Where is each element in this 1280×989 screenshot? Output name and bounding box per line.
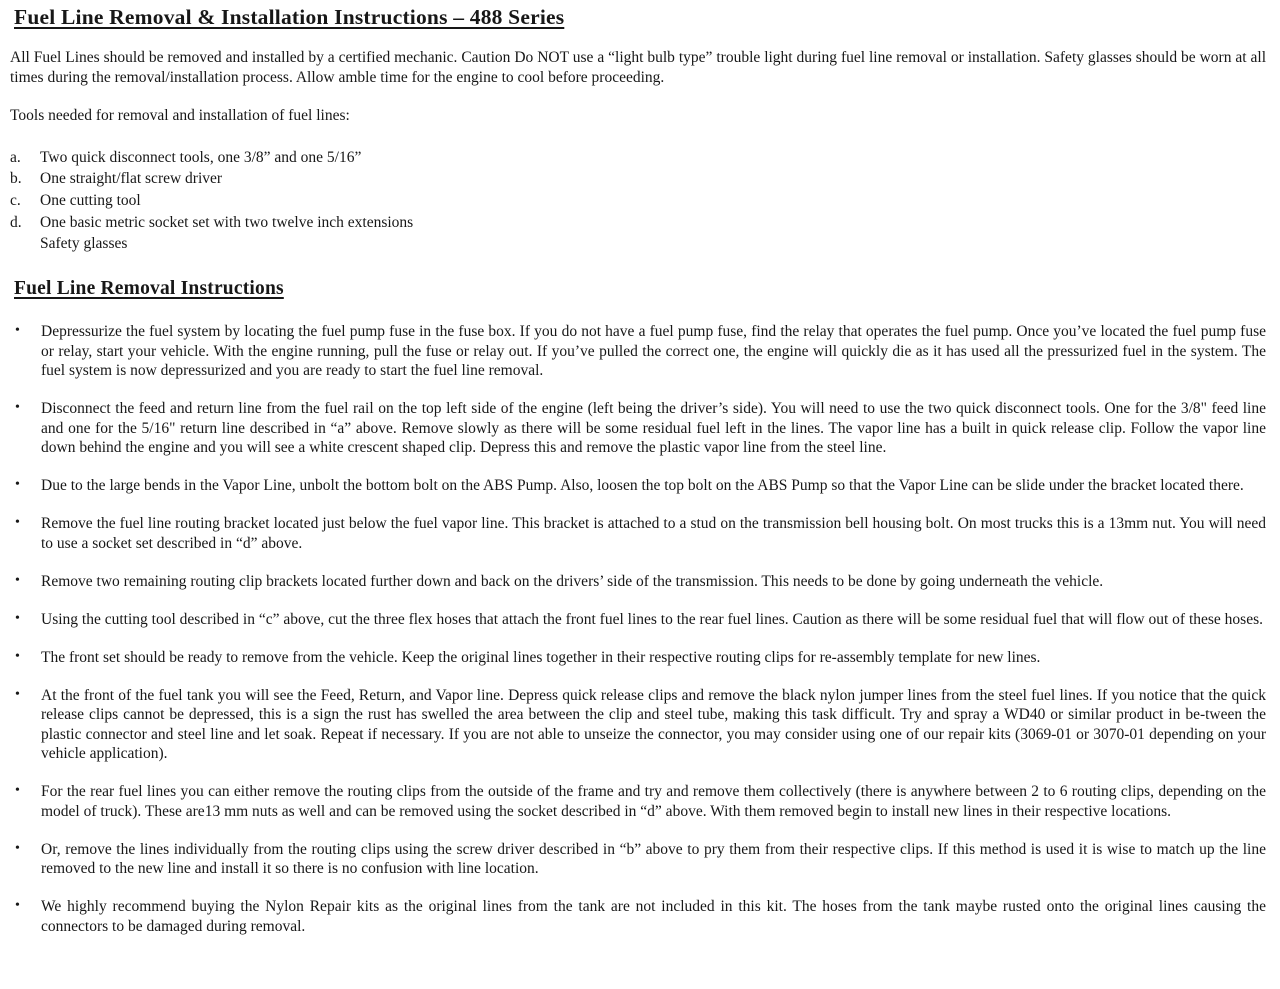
bullet-icon: •	[15, 840, 20, 856]
step-text: We highly recommend buying the Nylon Repair kits as the original lines from the tank are not included in this kit. The hoses from the tank maybe rusted onto the original lines causing the connectors to be damaged during removal.	[41, 898, 1266, 935]
instruction-step	[10, 648, 1266, 668]
bullet-icon: •	[15, 572, 20, 588]
instruction-step	[10, 572, 1266, 592]
bullet-icon: •	[15, 610, 20, 626]
tools-note: Safety glasses	[40, 235, 128, 253]
instruction-step	[10, 322, 1266, 381]
instruction-step	[10, 782, 1266, 821]
intro-paragraph: All Fuel Lines should be removed and installed by a certified mechanic. Caution Do NOT use a “light bulb type” trouble light during fuel line removal or installation. Safety glasses should be worn at all times during the removal/installation process. Allow amble time for the engine to cool before proceeding.	[10, 49, 1266, 86]
step-text: Using the cutting tool described in “c” above, cut the three flex hoses that attach the front fuel lines to the rear fuel lines. Caution as there will be some residual fuel that will flow out of these hoses.	[41, 610, 1263, 628]
step-text: Disconnect the feed and return line from the fuel rail on the top left side of the engine (left being the driver’s side). You will need to use the two quick disconnect tools. One for the 3/8" feed line and one for the 5/16" return line described in “a” above. Remove slowly as there will be some residual fuel left in the lines. The vapor line has a built in quick release clip. Follow the vapor line down behind the engine and you will see a white crescent shaped clip. Depress this and remove the plastic vapor line from the steel line.	[41, 400, 1266, 457]
step-text: For the rear fuel lines you can either remove the routing clips from the outside of the frame and try and remove them collectively (there is anywhere between 2 to 6 routing clips, depending on the model of truck). These are13 mm nuts as well and can be removed using the socket described in “d” above. With them removed begin to install new lines in their respective locations.	[41, 783, 1266, 820]
tool-text: Two quick disconnect tools, one 3/8” and one 5/16”	[40, 148, 362, 166]
tool-text: One cutting tool	[40, 191, 141, 209]
tool-text: One basic metric socket set with two twelve inch extensions	[40, 213, 414, 231]
tool-text: One straight/flat screw driver	[40, 170, 223, 188]
instruction-step	[10, 840, 1266, 879]
tool-letter: b.	[10, 170, 22, 188]
instruction-step	[10, 897, 1266, 936]
tools-list	[10, 147, 1266, 255]
tool-item	[10, 190, 1266, 212]
section-heading: Fuel Line Removal Instructions	[14, 277, 284, 299]
step-text: The front set should be ready to remove from the vehicle. Keep the original lines together in their respective routing clips for re-assembly template for new lines.	[41, 648, 1041, 666]
bullet-icon: •	[15, 400, 20, 416]
bullet-icon: •	[15, 477, 20, 493]
step-text: Remove the fuel line routing bracket located just below the fuel vapor line. This bracket is attached to a stud on the transmission bell housing bolt. On most trucks this is a 13mm nut. You will need to use a socket set described in “d” above.	[41, 515, 1266, 552]
tool-item	[10, 168, 1266, 190]
page-title: Fuel Line Removal & Installation Instructions – 488 Series	[14, 5, 565, 29]
instruction-step	[10, 610, 1266, 630]
step-text: At the front of the fuel tank you will see the Feed, Return, and Vapor line. Depress quick release clips and remove the black nylon jumper lines from the steel fuel lines. If you notice that the quick release clips cannot be depressed, this is a sign the rust has swelled the area between the clip and steel tube, making this task difficult. Try and spray a WD40 or similar product in be-tween the plastic connector and steel line and let soak. Repeat if necessary. If you are not able to unseize the connector, you may consider using one of our repair kits (3069-01 or 3070-01 depending on your vehicle application).	[41, 686, 1266, 763]
instruction-step	[10, 399, 1266, 458]
bullet-icon: •	[15, 686, 20, 702]
instruction-step	[10, 476, 1266, 496]
steps-list	[10, 322, 1266, 936]
tools-heading: Tools needed for removal and installation of fuel lines:	[10, 107, 350, 125]
bullet-icon: •	[15, 898, 20, 914]
tool-item	[10, 147, 1266, 169]
step-text: Due to the large bends in the Vapor Line, unbolt the bottom bolt on the ABS Pump. Also, loosen the top bolt on the ABS Pump so that the Vapor Line can be slide under the bracket located there.	[41, 477, 1244, 495]
step-text: Remove two remaining routing clip brackets located further down and back on the drivers’ side of the transmission. This needs to be done by going underneath the vehicle.	[41, 572, 1104, 590]
bullet-icon: •	[15, 322, 20, 338]
bullet-icon: •	[15, 648, 20, 664]
bullet-icon: •	[15, 515, 20, 531]
bullet-icon: •	[15, 783, 20, 799]
instruction-step	[10, 686, 1266, 764]
step-text: Depressurize the fuel system by locating the fuel pump fuse in the fuse box. If you do not have a fuel pump fuse, find the relay that operates the fuel pump. Once you’ve located the fuel pump fuse or relay, start your vehicle. With the engine running, pull the fuse or relay out. If you’ve pulled the correct one, the engine will quickly die as it has used all the pressurized fuel in the system. The fuel system is now depressurized and you are ready to start the fuel line removal.	[41, 322, 1266, 380]
instruction-step	[10, 514, 1266, 553]
tool-item	[10, 212, 1266, 234]
tool-letter: a.	[10, 148, 21, 166]
tool-letter: d.	[10, 213, 22, 231]
step-text: Or, remove the lines individually from the routing clips using the screw driver described in “b” above to pry them from their respective clips. If this method is used it is wise to match up the line removed to the new line and install it so there is no confusion with line location.	[41, 840, 1266, 878]
tool-letter: c.	[10, 191, 21, 209]
